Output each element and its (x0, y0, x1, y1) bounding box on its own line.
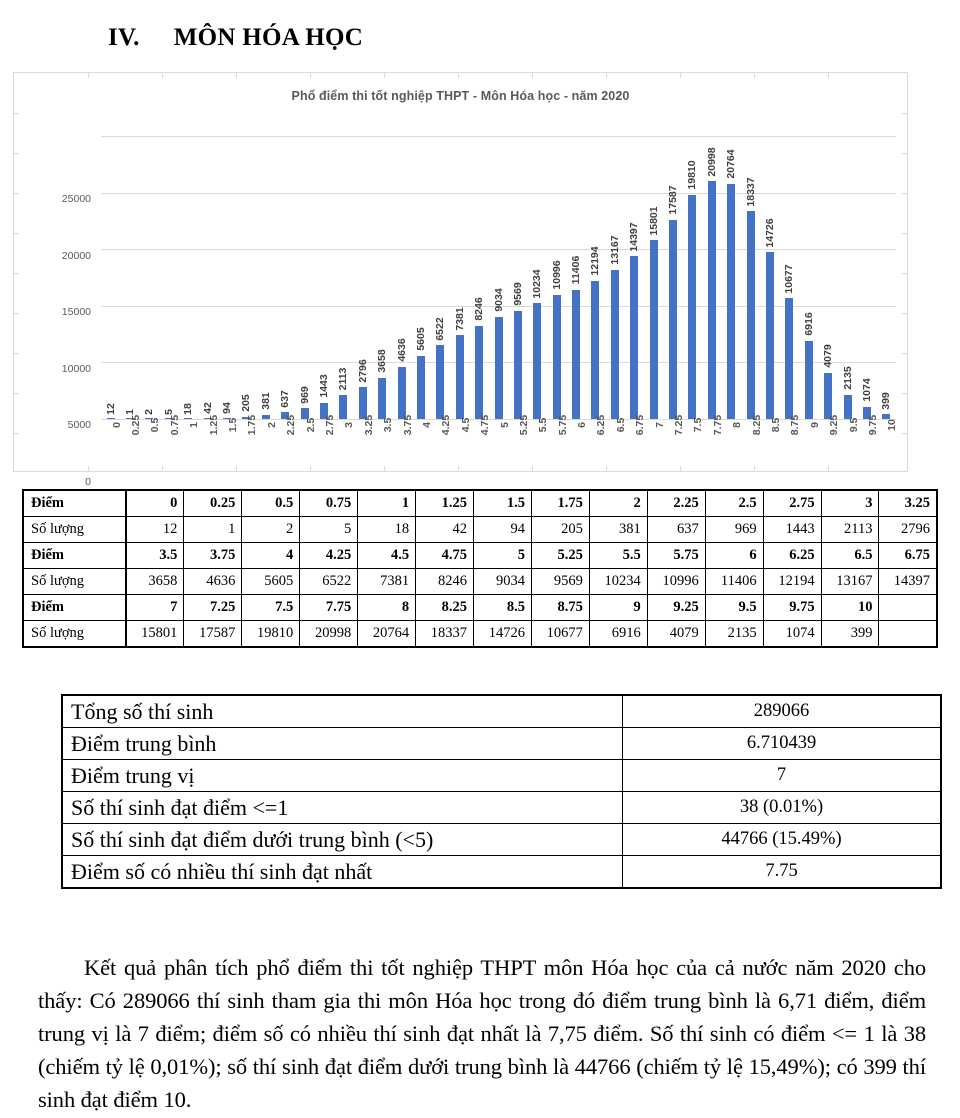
summary-row (62, 695, 941, 728)
chart-frame-tick (902, 353, 907, 354)
summary-label: Tổng số thí sinh (62, 695, 623, 728)
score-cell: 4.25 (300, 543, 358, 569)
count-cell: 2113 (821, 517, 879, 543)
chart-bar-value-label: 9569 (511, 282, 524, 306)
chart-y-axis (27, 136, 91, 488)
chart-bar-value-label: 14397 (628, 221, 641, 252)
score-cell: 7.25 (184, 595, 242, 621)
chart-x-tick-label: 8 (731, 422, 744, 428)
chart-bar-value-label: 7381 (453, 307, 466, 331)
count-cell: 2135 (705, 621, 763, 648)
summary-label: Điểm số có nhiều thí sinh đạt nhất (62, 856, 623, 889)
score-cell: 5 (474, 543, 532, 569)
score-cell: 2 (589, 490, 647, 517)
count-cell: 4636 (184, 569, 242, 595)
chart-bar (844, 395, 852, 419)
chart-bar (475, 326, 483, 419)
count-cell: 18 (358, 517, 416, 543)
chart-x-tick-label: 6.75 (634, 414, 647, 436)
score-row-header: Điểm (23, 595, 126, 621)
chart-bar-value-label: 20998 (705, 147, 718, 177)
count-cell: 9034 (474, 569, 532, 595)
chart-x-tick-label: 9 (808, 422, 821, 428)
chart-bar (553, 295, 561, 419)
count-cell: 10234 (589, 569, 647, 595)
count-cell: 5605 (242, 569, 300, 595)
chart-bar-value-label: 12194 (589, 246, 602, 277)
chart-x-tick (873, 419, 900, 469)
count-cell: 1 (184, 517, 242, 543)
summary-value: 7 (623, 760, 942, 792)
chart-frame-tick (902, 193, 907, 194)
chart-bar (630, 256, 638, 419)
count-cell: 9569 (531, 569, 589, 595)
score-cell: 2.75 (763, 490, 821, 517)
summary-row (62, 792, 941, 824)
score-cell: 2.25 (647, 490, 705, 517)
chart-bar (514, 311, 522, 419)
count-cell: 7381 (358, 569, 416, 595)
chart-bar (339, 395, 347, 419)
chart-frame-tick (236, 73, 237, 78)
chart-frame-tick (902, 113, 907, 114)
chart-frame-tick (902, 313, 907, 314)
score-cell: 6 (705, 543, 763, 569)
score-cell: 3 (821, 490, 879, 517)
chart-x-tick-label: 5.5 (537, 417, 550, 433)
chart-bar-value-label: 18337 (744, 177, 757, 207)
count-cell: 1074 (763, 621, 821, 648)
chart-frame-tick (680, 73, 681, 78)
chart-bar-value-label: 14726 (763, 218, 776, 248)
chart-frame-tick (162, 73, 163, 78)
summary-row (62, 760, 941, 792)
section-number: IV. (108, 24, 140, 51)
chart-frame-tick (532, 73, 533, 78)
count-row-header: Số lượng (23, 517, 126, 543)
chart-x-tick-label: 1.25 (207, 414, 220, 436)
score-cell: 4.5 (358, 543, 416, 569)
chart-bar (378, 378, 386, 419)
count-cell: 4079 (647, 621, 705, 648)
score-cell: 8.25 (416, 595, 474, 621)
count-cell: 5 (300, 517, 358, 543)
chart-x-tick-label: 2 (265, 422, 278, 428)
chart-frame-tick (606, 466, 607, 471)
chart-frame-tick (532, 466, 533, 471)
chart-frame-tick (902, 433, 907, 434)
summary-label: Điểm trung bình (62, 728, 623, 760)
chart-bar-value-label: 6522 (434, 317, 447, 341)
chart-x-tick-label: 0.5 (149, 417, 162, 433)
score-cell: 3.5 (126, 543, 184, 569)
score-cell: 0 (126, 490, 184, 517)
chart-frame-tick (606, 73, 607, 78)
chart-bar-value-label: 637 (279, 389, 292, 408)
chart-bar-value-label: 10677 (783, 264, 796, 294)
chart-y-tick-label: 0 (85, 476, 91, 488)
chart-x-tick-label: 6 (576, 422, 589, 428)
score-cell: 6.5 (821, 543, 879, 569)
chart-x-tick-label: 0.25 (130, 414, 143, 436)
chart-bar-value-label: 4079 (822, 344, 835, 369)
score-cell: 0.75 (300, 490, 358, 517)
score-cell: 1.5 (474, 490, 532, 517)
chart-frame-tick (14, 313, 19, 314)
chart-bar (688, 195, 696, 419)
chart-plot-area (101, 136, 896, 419)
chart-x-tick-label: 7.25 (673, 414, 685, 436)
chart-bar (611, 270, 619, 419)
chart-bar-value-label: 399 (880, 392, 893, 410)
chart-bar-value-label: 4636 (395, 338, 408, 362)
score-cell: 3.75 (184, 543, 242, 569)
count-cell: 6916 (589, 621, 647, 648)
table-row (23, 621, 937, 648)
summary-row (62, 728, 941, 760)
chart-bar (785, 298, 793, 419)
chart-x-tick-label: 9.75 (866, 414, 879, 436)
score-cell: 4.75 (416, 543, 474, 569)
count-cell: 2 (242, 517, 300, 543)
chart-x-tick-label: 0 (110, 422, 123, 428)
chart-bar (747, 211, 755, 419)
summary-table-body (62, 695, 941, 888)
chart-x-tick-label: 9.5 (847, 417, 860, 433)
count-cell (879, 621, 937, 648)
summary-label: Số thí sinh đạt điểm dưới trung bình (<5) (62, 824, 623, 856)
score-cell: 0.5 (242, 490, 300, 517)
chart-bar-value-label: 2796 (356, 359, 369, 383)
score-distribution-chart (13, 72, 908, 488)
chart-bar-value-label: 3658 (376, 349, 389, 373)
score-cell: 7.75 (300, 595, 358, 621)
count-cell: 10996 (647, 569, 705, 595)
chart-bar-value-label: 205 (240, 394, 253, 413)
chart-x-tick-label: 3 (343, 422, 356, 428)
count-cell: 17587 (184, 621, 242, 648)
chart-bar-value-label: 19810 (686, 160, 699, 190)
score-cell: 8 (358, 595, 416, 621)
chart-x-tick-label: 4.25 (440, 414, 453, 436)
count-cell: 969 (705, 517, 763, 543)
table-row (23, 490, 937, 517)
chart-bar (533, 303, 541, 419)
chart-x-tick-label: 5 (498, 422, 511, 428)
chart-bar (805, 341, 813, 419)
table-row (23, 517, 937, 543)
chart-x-tick-label: 3.5 (382, 417, 395, 433)
chart-bar-value-label: 6916 (802, 312, 815, 336)
chart-bar-value-label: 15801 (647, 206, 660, 236)
chart-frame-tick (754, 73, 755, 78)
chart-bar (436, 345, 444, 419)
score-cell (879, 595, 937, 621)
chart-bar-value-label: 1074 (860, 378, 873, 403)
count-cell: 12194 (763, 569, 821, 595)
chart-frame-tick (680, 466, 681, 471)
chart-bar-value-label: 381 (259, 392, 272, 411)
score-cell: 6.75 (879, 543, 937, 569)
chart-frame-tick (14, 113, 19, 114)
chart-bar (727, 184, 735, 419)
score-cell: 4 (242, 543, 300, 569)
score-cell: 1.75 (531, 490, 589, 517)
count-cell: 94 (474, 517, 532, 543)
chart-bar-value-label: 10996 (550, 260, 563, 290)
count-cell: 19810 (242, 621, 300, 648)
chart-bar-value-label: 8246 (473, 297, 486, 321)
chart-frame-tick (902, 153, 907, 154)
chart-frame-tick (162, 466, 163, 471)
chart-x-tick-label: 8.75 (789, 414, 802, 436)
score-cell: 6.25 (763, 543, 821, 569)
chart-frame-tick (14, 233, 19, 234)
chart-bar-value-label: 5605 (414, 327, 427, 351)
chart-bar (650, 240, 658, 419)
chart-bar-value-label: 94 (221, 401, 234, 414)
table-row (23, 543, 937, 569)
count-row-header: Số lượng (23, 621, 126, 648)
chart-bar (456, 335, 464, 419)
score-cell: 9.5 (705, 595, 763, 621)
count-cell: 15801 (126, 621, 184, 648)
analysis-paragraph: Kết quả phân tích phổ điểm thi tốt nghiệp THPT môn Hóa học của cả nước năm 2020 cho thấy: Có 289066 thí sinh tham gia thi môn Hóa học trong đó điểm trung bình là 6,71 điểm, điểm trung vị là 7 điểm; điểm số có nhiều thí sinh đạt nhất là 7,75 điểm. Số thí sinh có điểm <= 1 là 38 (chiếm tỷ lệ 0,01%); số thí sinh đạt điểm dưới trung bình là 44766 (chiếm tỷ lệ 15,49%); có 399 thí sinh đạt điểm 10. (38, 954, 926, 1112)
chart-frame-tick (458, 466, 459, 471)
chart-x-tick-label: 4 (420, 422, 433, 428)
chart-frame-tick (14, 353, 19, 354)
score-cell: 9.25 (647, 595, 705, 621)
chart-bar-value-label: 1443 (317, 374, 330, 398)
chart-bar-value-label: 20764 (725, 149, 738, 180)
chart-bar (766, 252, 774, 419)
chart-x-tick-label: 1.75 (246, 414, 259, 436)
summary-value: 289066 (623, 695, 942, 728)
chart-x-tick-label: 10 (886, 419, 899, 431)
summary-statistics-table (61, 694, 942, 889)
chart-x-tick-label: 6.25 (595, 414, 608, 436)
chart-x-tick-label: 9.25 (828, 414, 841, 436)
count-cell: 20764 (358, 621, 416, 648)
chart-frame-tick (828, 73, 829, 78)
chart-bar-value-label: 10234 (531, 269, 544, 299)
score-cell: 5.5 (589, 543, 647, 569)
chart-bar (417, 356, 425, 419)
score-cell: 1 (358, 490, 416, 517)
count-cell: 10677 (531, 621, 589, 648)
chart-frame-tick (384, 466, 385, 471)
score-cell: 2.5 (705, 490, 763, 517)
summary-value: 7.75 (623, 856, 942, 889)
summary-value: 38 (0.01%) (623, 792, 942, 824)
chart-bar-value-label: 9034 (492, 288, 505, 313)
chart-frame-tick (14, 193, 19, 194)
score-cell: 5.25 (531, 543, 589, 569)
chart-frame-tick (902, 273, 907, 274)
count-cell: 637 (647, 517, 705, 543)
chart-bar (398, 367, 406, 419)
chart-bar-value-label: 2113 (337, 367, 350, 391)
score-cell: 1.25 (416, 490, 474, 517)
count-cell: 42 (416, 517, 474, 543)
chart-x-tick-label: 7.5 (692, 417, 705, 433)
count-cell: 2796 (879, 517, 937, 543)
count-cell: 205 (531, 517, 589, 543)
count-cell: 381 (589, 517, 647, 543)
count-row-header: Số lượng (23, 569, 126, 595)
chart-x-axis (101, 414, 899, 469)
chart-x-tick-label: 7 (653, 422, 666, 428)
chart-bar-value-label: 18 (182, 402, 195, 415)
score-cell: 9 (589, 595, 647, 621)
chart-bar-value-label: 13167 (608, 235, 621, 266)
chart-frame-tick (310, 73, 311, 78)
chart-y-tick-label: 15000 (61, 306, 91, 319)
chart-y-tick-label: 25000 (61, 193, 91, 205)
count-cell: 11406 (705, 569, 763, 595)
chart-bar (495, 317, 503, 419)
chart-bar-value-label: 42 (201, 402, 214, 415)
summary-value: 44766 (15.49%) (623, 824, 942, 856)
chart-x-tick-label: 8.5 (769, 417, 782, 433)
count-cell: 20998 (300, 621, 358, 648)
chart-bar-value-label: 2135 (841, 366, 854, 391)
summary-label: Số thí sinh đạt điểm <=1 (62, 792, 623, 824)
chart-x-tick-label: 8.25 (750, 414, 763, 436)
count-cell: 12 (126, 517, 184, 543)
chart-x-tick-label: 5.25 (517, 414, 530, 436)
chart-frame-tick (14, 153, 19, 154)
count-cell: 18337 (416, 621, 474, 648)
page-title: MÔN HÓA HỌC (173, 24, 364, 51)
count-cell: 6522 (300, 569, 358, 595)
chart-x-tick-label: 2.5 (304, 417, 317, 433)
score-cell: 3.25 (879, 490, 937, 517)
chart-frame-tick (14, 433, 19, 434)
chart-x-tick-label: 0.75 (168, 414, 181, 436)
score-cell: 7 (126, 595, 184, 621)
score-row-header: Điểm (23, 543, 126, 569)
table-row (23, 595, 937, 621)
chart-frame-tick (384, 73, 385, 78)
chart-frame-tick (88, 466, 89, 471)
score-cell: 10 (821, 595, 879, 621)
score-distribution-table (22, 489, 938, 648)
count-cell: 13167 (821, 569, 879, 595)
count-cell: 8246 (416, 569, 474, 595)
chart-bar-value-label: 2 (143, 408, 156, 415)
chart-y-tick-label: 10000 (61, 362, 91, 375)
chart-bar-value-label: 12 (104, 402, 117, 415)
chart-bar-value-label: 969 (298, 385, 311, 404)
score-table-body (23, 490, 937, 647)
chart-bar (708, 181, 716, 419)
chart-bar-value-label: 5 (162, 408, 175, 415)
score-cell: 0.25 (184, 490, 242, 517)
chart-frame-tick (902, 393, 907, 394)
section-heading (108, 24, 363, 52)
chart-x-tick-label: 2.25 (285, 414, 298, 436)
chart-frame-tick (14, 273, 19, 274)
count-cell: 14397 (879, 569, 937, 595)
score-cell: 5.75 (647, 543, 705, 569)
chart-x-tick-label: 4.5 (459, 417, 472, 433)
summary-value: 6.710439 (623, 728, 942, 760)
chart-x-tick-label: 4.75 (479, 414, 492, 436)
chart-bar-value-label: 17587 (667, 185, 679, 216)
chart-x-tick-label: 3.25 (362, 414, 375, 436)
chart-x-tick-label: 1.5 (227, 417, 240, 433)
chart-x-tick-label: 1 (188, 422, 201, 428)
chart-bar (824, 373, 832, 419)
chart-frame-tick (236, 466, 237, 471)
chart-y-tick-label: 5000 (67, 419, 91, 432)
chart-x-tick-label: 2.75 (323, 414, 336, 436)
table-row (23, 569, 937, 595)
chart-bar-value-label: 11406 (570, 256, 583, 285)
summary-row (62, 856, 941, 889)
chart-bar-column (873, 136, 900, 419)
score-cell: 9.75 (763, 595, 821, 621)
score-cell: 8.75 (531, 595, 589, 621)
chart-bar (669, 220, 677, 419)
score-cell: 7.5 (242, 595, 300, 621)
chart-frame-tick (14, 393, 19, 394)
score-cell: 8.5 (474, 595, 532, 621)
summary-label: Điểm trung vị (62, 760, 623, 792)
chart-title: Phổ điểm thi tốt nghiệp THPT - Môn Hóa học - năm 2020 (291, 89, 630, 103)
summary-row (62, 824, 941, 856)
chart-y-tick-label: 20000 (61, 249, 91, 262)
chart-frame-tick (88, 73, 89, 78)
chart-frame-tick (458, 73, 459, 78)
count-cell: 399 (821, 621, 879, 648)
chart-bar (591, 281, 599, 419)
chart-bar (572, 290, 580, 419)
chart-frame-tick (754, 466, 755, 471)
chart-x-tick-label: 5.75 (556, 414, 569, 436)
chart-frame-tick (310, 466, 311, 471)
count-cell: 14726 (474, 621, 532, 648)
chart-x-tick-label: 3.75 (401, 414, 414, 436)
chart-x-tick-label: 6.5 (614, 417, 627, 433)
count-cell: 1443 (763, 517, 821, 543)
chart-frame-tick (828, 466, 829, 471)
chart-frame-tick (902, 233, 907, 234)
chart-bar-value-label: 1 (124, 408, 137, 415)
score-row-header: Điểm (23, 490, 126, 517)
count-cell: 3658 (126, 569, 184, 595)
chart-x-tick-label: 7.75 (711, 414, 724, 436)
